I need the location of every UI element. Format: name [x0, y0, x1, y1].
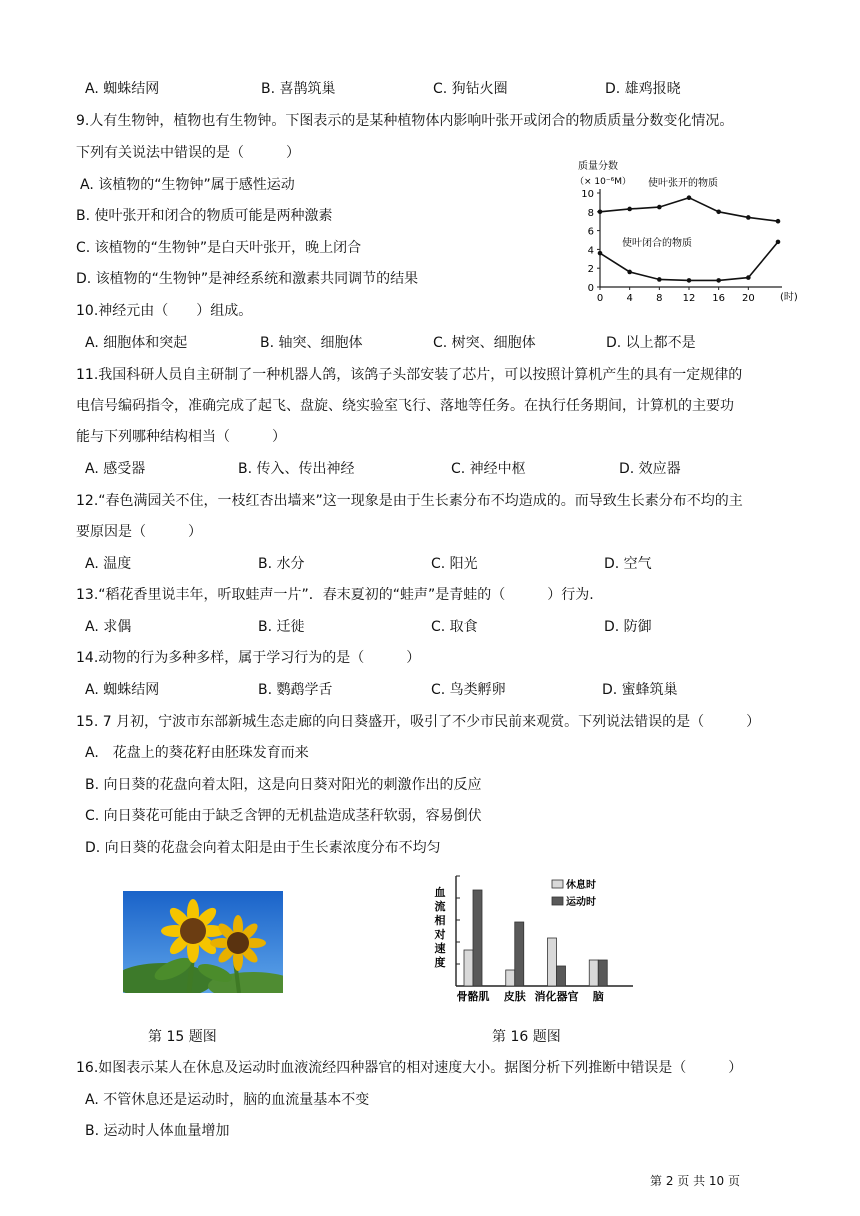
q9-data-point — [687, 195, 692, 200]
q14-option-b: B. 鹦鹉学舌 — [258, 682, 333, 698]
q9-x-tick-label: 4 — [626, 293, 633, 304]
q9-option-b: B. 使叶张开和闭合的物质可能是两种激素 — [76, 208, 333, 224]
q16-chart-categories — [457, 989, 604, 1003]
q12-option-c: C. 阳光 — [431, 556, 478, 572]
q16-bar-exercise — [473, 890, 482, 986]
q9-data-point — [746, 275, 751, 280]
q12-stem-line2: 要原因是（ ） — [76, 524, 202, 540]
q9-y-tick-label: 10 — [581, 189, 594, 200]
q11-option-d: D. 效应器 — [619, 461, 681, 477]
q9-data-point — [746, 215, 751, 220]
q9-series-open-label: 使叶张开的物质 — [648, 178, 718, 189]
q9-data-point — [598, 210, 603, 215]
q16-bar-chart — [428, 870, 643, 1005]
q8-option-c: C. 狗钻火圈 — [433, 81, 508, 97]
q9-data-point — [776, 219, 781, 224]
q14-option-d: D. 蜜蜂筑巢 — [602, 682, 678, 698]
q10-option-a: A. 细胞体和突起 — [85, 335, 188, 351]
q9-series-close-label: 使叶闭合的物质 — [622, 238, 692, 249]
q16-stem: 16.如图表示某人在休息及运动时血液流经四种器官的相对速度大小。据图分析下列推断中错误是（ ） — [76, 1060, 743, 1076]
legend-rest-swatch — [552, 880, 563, 888]
q9-data-point — [657, 205, 662, 210]
q16-ylabel-char: 速 — [434, 942, 446, 955]
q16-category-label: 脑 — [592, 990, 604, 1003]
sunflower-photo — [123, 891, 283, 993]
q9-data-point — [776, 240, 781, 245]
q9-data-point — [687, 278, 692, 283]
q11-option-c: C. 神经中枢 — [451, 461, 526, 477]
q15-option-b: B. 向日葵的花盘向着太阳，这是向日葵对阳光的刺激作出的反应 — [85, 777, 482, 793]
q11-option-a: A. 感受器 — [85, 461, 146, 477]
q16-ylabel-char: 相 — [434, 914, 446, 927]
q9-option-d: D. 该植物的“生物钟”是神经系统和激素共同调节的结果 — [76, 271, 419, 287]
q9-x-tick-label: 12 — [682, 293, 696, 304]
q16-ylabel-char: 度 — [434, 956, 446, 969]
q9-data-point — [657, 277, 662, 282]
q9-chart-ylabel: 质量分数 — [578, 161, 618, 172]
q15-figure-caption: 第 15 题图 — [148, 1029, 217, 1045]
q9-x-tick-label: 16 — [712, 293, 726, 304]
q12-stem-line1: 12.“春色满园关不住，一枝红杏出墙来”这一现象是由于生长素分布不均造成的。而导致生长素分布不均的主 — [76, 493, 743, 509]
q16-option-b: B. 运动时人体血量增加 — [85, 1123, 230, 1139]
q14-option-c: C. 鸟类孵卵 — [431, 682, 506, 698]
q9-line-chart — [560, 155, 810, 310]
q9-data-point — [598, 251, 603, 256]
q15-stem: 15. 7 月初，宁波市东部新城生态走廊的向日葵盛开，吸引了不少市民前来观赏。下列说法错误的是（ ） — [76, 714, 761, 730]
q16-ylabel-char: 血 — [434, 886, 446, 899]
q13-stem: 13.“稻花香里说丰年，听取蛙声一片”．春末夏初的“蛙声”是青蛙的（ ）行为. — [76, 587, 594, 603]
q16-ylabel-char: 对 — [434, 928, 446, 941]
q13-option-b: B. 迁徙 — [258, 619, 305, 635]
legend-rest-label: 休息时 — [566, 880, 596, 891]
q16-bar-exercise — [557, 966, 566, 986]
q11-stem-line1: 11.我国科研人员自主研制了一种机器人鸽，该鸽子头部安装了芯片，可以按照计算机产生的具有一定规律的 — [76, 367, 743, 383]
q12-option-b: B. 水分 — [258, 556, 305, 572]
q9-chart-yunit: （× 10⁻⁶M） — [575, 177, 631, 187]
q12-option-a: A. 温度 — [85, 556, 132, 572]
q9-y-tick-label: 8 — [587, 207, 594, 219]
q9-data-point — [627, 207, 632, 212]
q11-stem-line2: 电信号编码指令，准确完成了起飞、盘旋、绕实验室飞行、落地等任务。在执行任务期间，计算机的主要功 — [76, 398, 734, 414]
q9-chart-xunit: (时) — [780, 292, 798, 303]
q9-stem-line2: 下列有关说法中错误的是（ ） — [76, 145, 300, 161]
q9-option-a: A. 该植物的“生物钟”属于感性运动 — [80, 177, 295, 193]
q16-bar-rest — [464, 950, 473, 986]
q8-option-d: D. 雄鸡报晓 — [605, 81, 681, 97]
q9-x-tick-label: 20 — [741, 293, 755, 304]
q10-option-c: C. 树突、细胞体 — [433, 335, 536, 351]
q10-option-d: D. 以上都不是 — [606, 335, 696, 351]
q16-bar-rest — [506, 970, 515, 986]
q10-stem: 10.神经元由（ ）组成。 — [76, 303, 253, 319]
q16-chart-ylabel — [434, 885, 446, 969]
q15-option-c: C. 向日葵花可能由于缺乏含钾的无机盐造成茎秆软弱，容易倒伏 — [85, 808, 482, 824]
q15-option-d: D. 向日葵的花盘会向着太阳是由于生长素浓度分布不均匀 — [85, 840, 441, 856]
q9-data-point — [716, 278, 721, 283]
q8-option-a: A. 蜘蛛结网 — [85, 81, 160, 97]
q16-category-label: 骨骼肌 — [456, 990, 490, 1003]
legend-exercise-swatch — [552, 897, 563, 905]
q13-option-c: C. 取食 — [431, 619, 478, 635]
q9-x-tick-label: 0 — [596, 293, 604, 304]
q14-stem: 14.动物的行为多种多样，属于学习行为的是（ ） — [76, 650, 421, 666]
q11-option-b: B. 传入、传出神经 — [238, 461, 355, 477]
q9-y-tick-label: 2 — [587, 264, 594, 276]
q11-stem-line3: 能与下列哪种结构相当（ ） — [76, 429, 286, 445]
q9-y-tick-label: 0 — [587, 283, 594, 294]
q9-y-tick-label: 6 — [587, 226, 594, 238]
q16-bar-rest — [548, 938, 557, 986]
q16-option-a: A. 不管休息还是运动时，脑的血流量基本不变 — [85, 1092, 370, 1108]
q9-option-c: C. 该植物的“生物钟”是白天叶张开，晚上闭合 — [76, 240, 362, 256]
q16-ylabel-char: 流 — [434, 900, 446, 913]
q13-option-a: A. 求偶 — [85, 619, 132, 635]
legend-exercise-label: 运动时 — [566, 897, 596, 908]
q9-data-point — [716, 210, 721, 215]
q9-data-point — [627, 270, 632, 275]
q9-stem-line1: 9.人有生物钟，植物也有生物钟。下图表示的是某种植物体内影响叶张开或闭合的物质质量分数变化情况。 — [76, 113, 734, 129]
q8-option-b: B. 喜鹊筑巢 — [261, 81, 336, 97]
q15-option-a: A. 花盘上的葵花籽由胚珠发育而来 — [85, 745, 309, 761]
q16-bar-rest — [589, 960, 598, 986]
q9-y-tick-label: 4 — [587, 245, 594, 257]
q16-category-label: 消化器官 — [534, 990, 579, 1003]
q14-option-a: A. 蜘蛛结网 — [85, 682, 160, 698]
page-footer: 第 2 页 共 10 页 — [650, 1174, 740, 1188]
q16-category-label: 皮肤 — [503, 990, 526, 1003]
q12-option-d: D. 空气 — [604, 556, 652, 572]
q16-figure-caption: 第 16 题图 — [492, 1029, 561, 1045]
q9-x-tick-label: 8 — [656, 293, 663, 304]
q13-option-d: D. 防御 — [604, 619, 652, 635]
q16-bar-exercise — [598, 960, 607, 986]
q9-series-open-line — [600, 198, 778, 222]
q10-option-b: B. 轴突、细胞体 — [260, 335, 363, 351]
q16-bar-exercise — [515, 922, 524, 986]
